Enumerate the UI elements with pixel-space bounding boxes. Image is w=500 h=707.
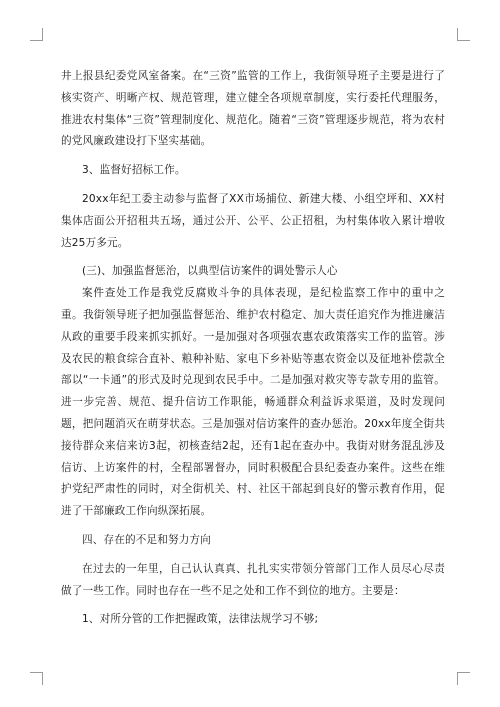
paragraph-case-investigation: 案件查处工作是我党反腐败斗争的具体表现，是纪检监察工作中的重中之重。我街领导班子把加强监督惩治、维护农村稳定、加大责任追究作为推进廉洁从政的重要手段来抓实抓好。一是加强对各项强农惠农政策落实工作的监管。涉及农民的粮食综合直补、粮种补贴、家电下乡补贴等惠农资金以及征地补偿款全部以“一卡通”的形式及时兑现到农民手中。二是加强对救灾等专款专用的监管。进一步完善、规范、提升信访工作职能，畅通群众利益诉求渠道，及时发现问题，把问题消灭在萌芽状态。三是加强对信访案件的查办惩治。20xx年度全街共接待群众来信来访3起，初核查结2起，还有1起在查办中。我街对财务混乱涉及信访、上访案件的村，全程部署督办，同时积极配合县纪委查办案件。这些在维护党纪严肃性的同时，对全街机关、村、社区干部起到良好的警示教育作用，促进了干部廉政工作向纵深拓展。 (61, 287, 445, 518)
crop-mark-bottom-left (30, 672, 43, 685)
crop-mark-top-right (457, 28, 470, 41)
crop-mark-bottom-right (457, 672, 470, 685)
document-page (61, 66, 445, 631)
paragraph-bidding: 20xx年纪工委主动参与监督了XX市场捕位、新建大楼、小组空坪和、XX村集体店面公开招租共五场，通过公开、公平、公正招租，为村集体收入累计增收达25万多元。 (61, 192, 445, 249)
section-heading-four: 四、存在的不足和努力方向 (82, 533, 211, 546)
paragraph-continuation-sanzi: 井上报县纪委党风室备案。在“三资”监管的工作上，我街领导班子主要是进行了核实资产、明晰产权、规范管理，建立健全各项规章制度，实行委托代理服务，推进农村集体“三资”管理制度化、规范化。随着“三资”管理逐步规范，将为农村的党风廉政建设打下坚实基础。 (61, 70, 445, 148)
subheading-bidding-supervision: 3、监督好招标工作。 (82, 164, 186, 177)
section-heading-three: (三)、加强监督惩治，以典型信访案件的调处警示人心 (82, 265, 338, 278)
paragraph-shortcomings-intro: 在过去的一年里，自己认认真真、扎扎实实带领分管部门工作人员尽心尽责做了一些工作。同时也存在一些不足之处和工作不到位的地方。主要是： (61, 562, 445, 597)
list-item-1: 1、对所分管的工作把握政策，法律法规学习不够; (82, 613, 319, 626)
crop-mark-top-left (30, 28, 43, 41)
